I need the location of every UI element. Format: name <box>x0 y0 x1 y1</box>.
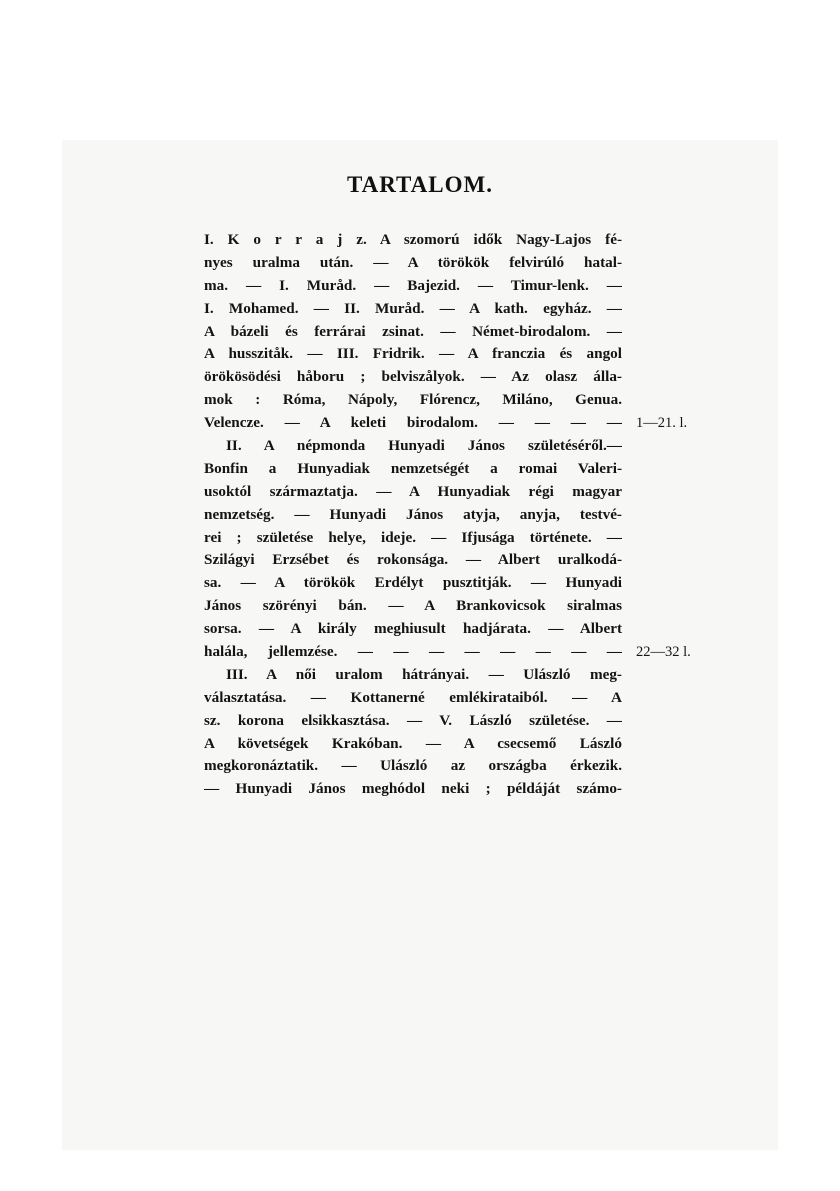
toc-line-text: halála, jellemzése. — — — — — — — — <box>204 643 622 661</box>
toc-line <box>204 321 724 344</box>
toc-line <box>204 778 724 801</box>
toc-line-text: Bonfin a Hunyadiak nemzetségét a romai Valeri- <box>204 459 622 477</box>
toc-line <box>204 412 724 435</box>
toc-line-text: megkoronáztatik. — Ulászló az országba érkezik. <box>204 757 622 775</box>
toc-line-text: A bázeli és ferrárai zsinat. — Német-birodalom. — <box>204 322 622 340</box>
toc-line-text: I. Mohamed. — II. Muråd. — A kath. egyház. — <box>204 299 622 317</box>
toc-line <box>204 366 724 389</box>
toc-line-text: mok : Róma, Nápoly, Flórencz, Miláno, Genua. <box>204 391 622 409</box>
toc-line <box>204 252 724 275</box>
toc-line <box>204 458 724 481</box>
toc-line-text: nemzetség. — Hunyadi János atyja, anyja, testvé- <box>204 505 622 523</box>
toc-line-text: sz. korona elsikkasztása. — V. László születése. — <box>204 711 622 729</box>
toc-line <box>204 504 724 527</box>
toc-line-text: A követségek Krakóban. — A csecsemő László <box>204 734 622 752</box>
toc-line <box>204 572 724 595</box>
toc-line <box>204 229 724 252</box>
toc-line-text: sa. — A törökök Erdélyt pusztitják. — Hunyadi <box>204 574 622 592</box>
toc-line <box>204 618 724 641</box>
toc-line <box>204 687 724 710</box>
toc-line-text: választatása. — Kottanerné emlékirataiból. — A <box>204 688 622 706</box>
toc-line-text: nyes uralma után. — A törökök felvirúló hatal- <box>204 253 622 271</box>
toc-line-text: sorsa. — A király meghiusult hadjárata. — Albert <box>204 620 622 638</box>
toc-line-text: János szörényi bán. — A Brankovicsok siralmas <box>204 597 622 615</box>
toc-line-text: örökösödési håboru ; belviszålyok. — Az olasz álla- <box>204 368 622 386</box>
toc-line <box>204 298 724 321</box>
toc-line <box>204 664 724 687</box>
toc-line <box>204 275 724 298</box>
toc-page-ref: 22—32 l. <box>636 644 691 661</box>
table-of-contents <box>204 229 724 801</box>
toc-line-text: A husszitåk. — III. Fridrik. — A franczia és angol <box>204 345 622 363</box>
toc-line <box>204 435 724 458</box>
toc-line <box>204 527 724 550</box>
toc-line <box>204 641 724 664</box>
toc-line <box>204 481 724 504</box>
toc-page-ref: 1—21. l. <box>636 415 688 432</box>
toc-line-text: Velencze. — A keleti birodalom. — — — — <box>204 414 622 432</box>
toc-line <box>204 389 724 412</box>
toc-line <box>204 343 724 366</box>
toc-line <box>204 710 724 733</box>
toc-line-text: usoktól származtatja. — A Hunyadiak régi magyar <box>204 482 622 500</box>
toc-line-text: II. A népmonda Hunyadi János születéséről.— <box>226 437 622 455</box>
toc-line <box>204 755 724 778</box>
toc-line-text: ma. — I. Muråd. — Bajezid. — Timur-lenk. — <box>204 276 622 294</box>
toc-line-text: — Hunyadi János meghódol neki ; példáját számo- <box>204 780 622 798</box>
toc-line-text: I. K o r r a j z. A szomorú idők Nagy-Lajos fé- <box>204 231 622 248</box>
toc-line <box>204 549 724 572</box>
page-title: TARTALOM. <box>347 172 493 197</box>
toc-line-text: Szilágyi Erzsébet és rokonsága. — Albert uralkodá- <box>204 551 622 569</box>
toc-line <box>204 595 724 618</box>
toc-line-text: III. A női uralom hátrányai. — Ulászló meg- <box>226 665 622 683</box>
toc-line-text: rei ; születése helye, ideje. — Ifjusága története. — <box>204 528 622 546</box>
toc-line <box>204 733 724 756</box>
